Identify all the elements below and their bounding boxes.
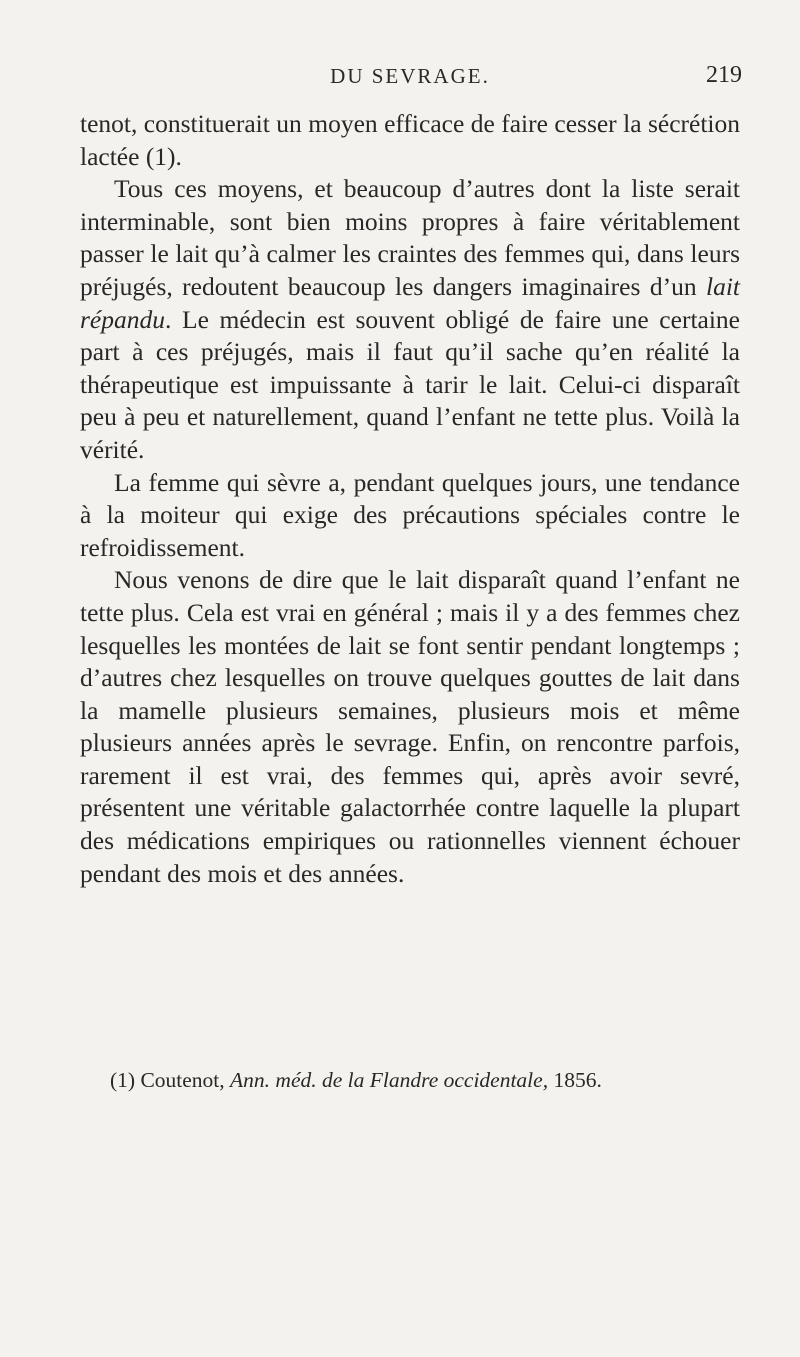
- footnote-author: Coutenot,: [140, 1068, 225, 1092]
- footnote: [80, 1066, 760, 1094]
- running-title: DU SEVRAGE.: [330, 64, 490, 88]
- body-text: [80, 108, 740, 890]
- footnote-marker: (1): [110, 1068, 136, 1092]
- paragraph-4: [80, 564, 740, 890]
- page-number: 219: [706, 62, 742, 88]
- paragraph-4-text: Nous venons de dire que le lait disparaît quand l’enfant ne tette plus. Cela est vrai en général ; mais il y a des femmes chez lesquelles les montées de lait se font sentir pendant longtemps ; d’autres chez lesquelles on trouve quelques gouttes de lait dans la mamelle plusieurs semaines, plusieurs mois et même plusieurs années après le sevrage. Enfin, on rencontre parfois, rarement il est vrai, des femmes qui, après avoir sevré, présentent une véritable galactorrhée contre laquelle la plupart des médications empiriques ou rationnelles viennent échouer pendant des mois et des années.: [80, 565, 740, 888]
- paragraph-1-text: tenot, constituerait un moyen efficace de faire cesser la sécrétion lactée (1).: [80, 109, 740, 171]
- paragraph-2-emphasis: lait répandu: [80, 271, 740, 334]
- paragraph-2-text-before: Tous ces moyens, et beaucoup d’autres dont la liste serait interminable, sont bien moins propres à faire véritablement passer le lait qu’à calmer les craintes des femmes qui, dans leurs préjugés, redoutent beaucoup les dangers imaginaires d’un: [80, 174, 740, 301]
- footnote-source: Ann. méd. de la Flandre occidentale,: [230, 1068, 549, 1092]
- paragraph-3-text: La femme qui sèvre a, pendant quelques jours, une tendance à la moiteur qui exige des précautions spéciales contre le refroidissement.: [80, 467, 740, 562]
- paragraph-2-text-after: . Le médecin est souvent obligé de faire une certaine part à ces préjugés, mais il faut qu’il sache qu’en réalité la thérapeutique est impuissante à tarir le lait. Celui-ci disparaît peu à peu et naturellement, quand l’enfant ne tette plus. Voilà la vérité.: [80, 304, 740, 464]
- footnote-year: 1856.: [553, 1068, 602, 1092]
- running-head: [80, 62, 740, 94]
- paragraph-1: [80, 108, 740, 173]
- paragraph-2: [80, 173, 740, 466]
- paragraph-3: [80, 467, 740, 565]
